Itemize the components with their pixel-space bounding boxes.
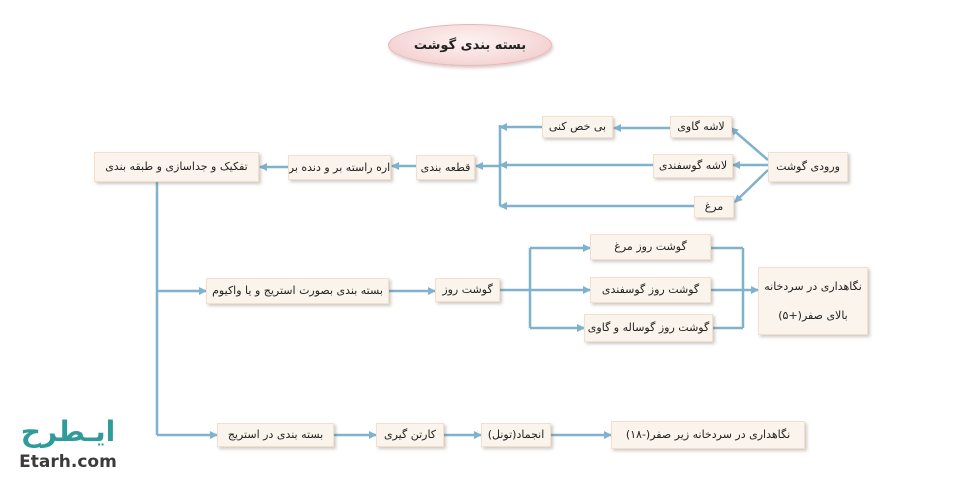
arrow-input-to-beef <box>731 128 768 160</box>
node-sheep-carcass: لاشه گوسفندی <box>653 154 733 178</box>
node-freezer-storage: نگاهداری در سردخانه زیر صفر(-۱۸) <box>611 421 805 449</box>
node-tunnel-freezing: انجماد(تونل) <box>481 423 551 447</box>
arrow-input-to-chicken <box>735 170 768 202</box>
cold-storage-line1: نگاهداری در سردخانه <box>764 279 862 293</box>
logo-latin-text: Etarh.com <box>19 452 117 472</box>
node-cold-storage-above-zero <box>758 267 868 335</box>
node-trimming: اره راسته بر و دنده بر <box>288 155 391 180</box>
etarh-logo <box>18 415 122 476</box>
node-sorting: تفکیک و جداسازی و طبقه بندی <box>94 152 259 182</box>
node-meat-input: ورودی گوشت <box>768 152 848 182</box>
node-fresh-beef-veal: گوشت روز گوساله و گاوی <box>584 314 713 342</box>
node-deboning: بی خص کنی <box>542 116 613 138</box>
node-chicken: مرغ <box>694 196 734 218</box>
node-cutting: قطعه بندی <box>416 155 475 180</box>
node-beef-carcass: لاشه گاوی <box>670 116 732 138</box>
node-fresh-chicken: گوشت روز مرغ <box>590 234 711 260</box>
node-cartoning: کارتن گیری <box>376 423 444 447</box>
node-sterile-vacuum-packing: بسته بندی بصورت استریج و یا واکیوم <box>206 278 389 304</box>
cold-storage-line2: بالای صفر(+۵) <box>778 308 848 322</box>
node-fresh-sheep: گوشت روز گوسفندی <box>590 277 711 303</box>
node-fresh-meat: گوشت روز <box>435 278 500 302</box>
logo-persian-text: ایـطرح <box>20 415 116 448</box>
diagram-title: بسته بندی گوشت <box>388 24 552 66</box>
node-sterile-packing: بسته بندی در استریج <box>217 423 334 447</box>
